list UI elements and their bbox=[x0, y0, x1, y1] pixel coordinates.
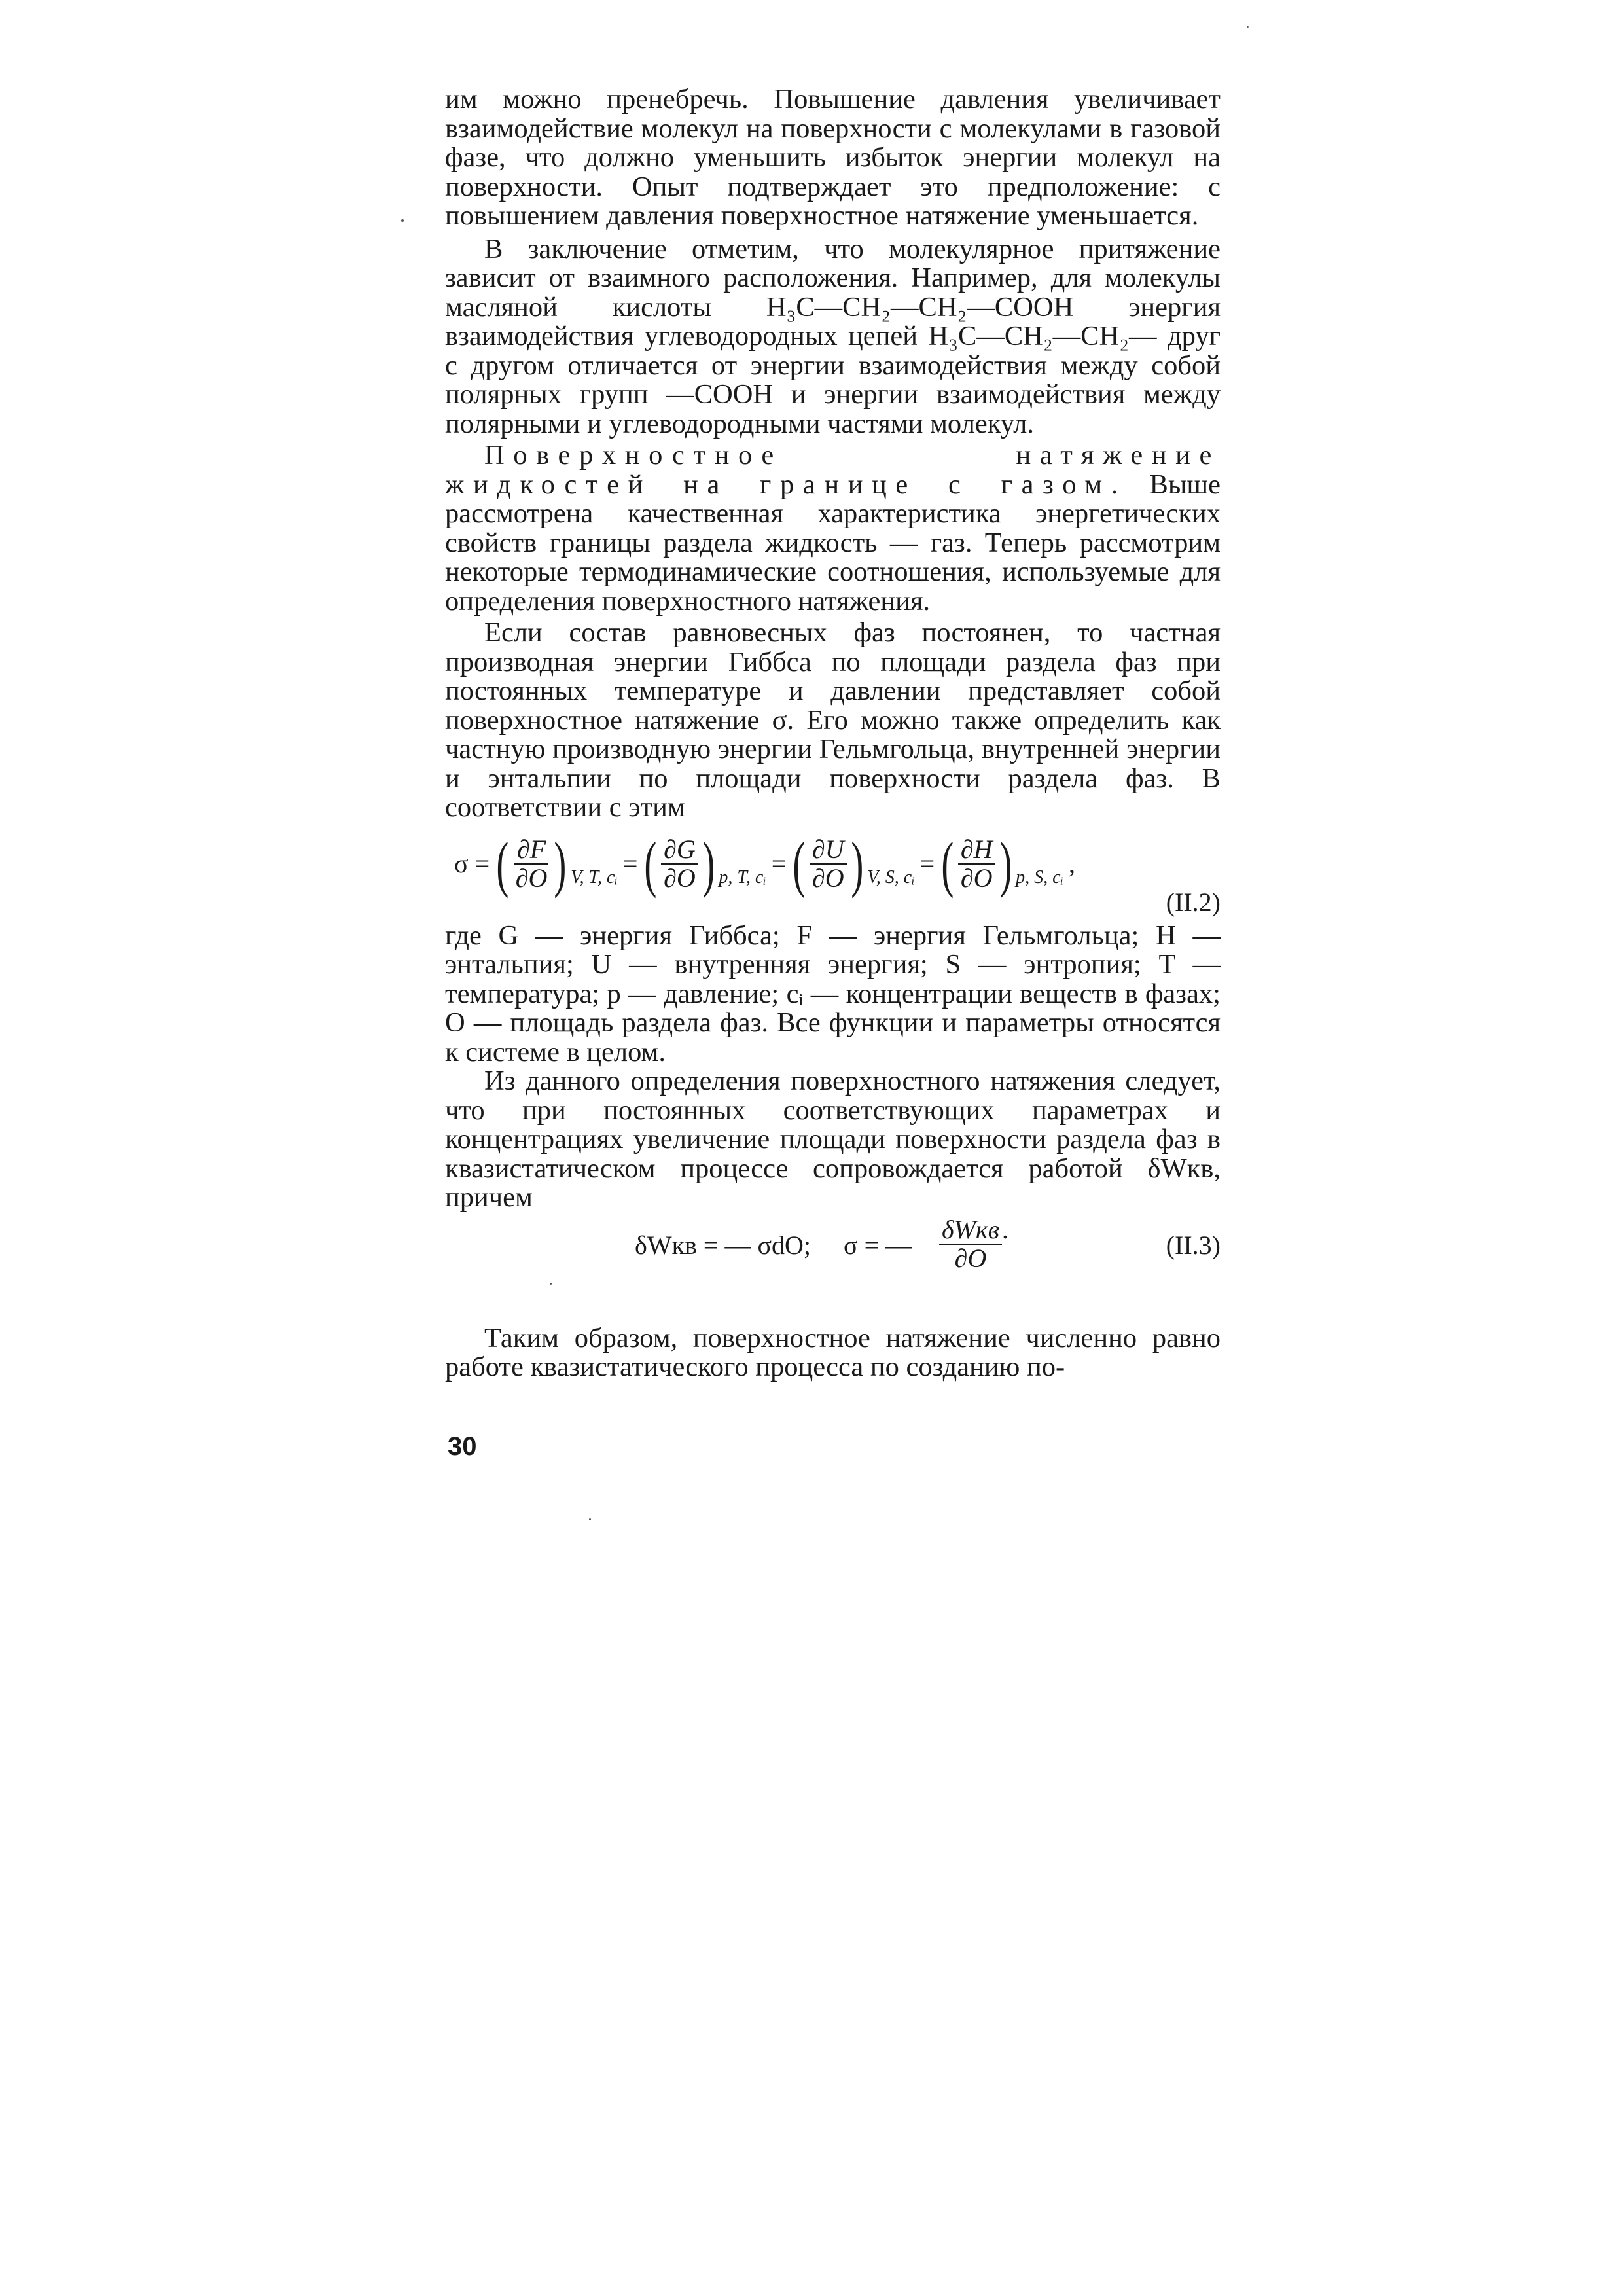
derivative-h bbox=[958, 836, 995, 892]
work-over-area-den: ∂O bbox=[954, 1243, 987, 1273]
work-over-area-num: δWкв bbox=[939, 1216, 1002, 1245]
work-equation-text: δWкв = — σdO; bbox=[635, 1230, 812, 1260]
paragraph-2-start: В заключение отметим, что молекулярное притяжение зависит от взаимного расположения. Например, для молекулы масляной кислоты bbox=[445, 233, 1221, 323]
derivative-h-den: ∂O bbox=[960, 863, 993, 893]
hydrocarbon-chain-formula: H₃C—CH₂—CH₂— bbox=[928, 321, 1157, 351]
paragraph-3-text: Выше рассмотрена качественная характеристика энергетических свойств границы раздела жидкость — газ. Теперь рассмотрим некоторые термодинамические соотношения, используемые для определения поверхностного натяжения. bbox=[445, 469, 1221, 617]
equation-ii-3 bbox=[445, 1215, 1221, 1294]
paragraph-1: им можно пренебречь. Повышение давления увеличивает взаимодействие молекул на поверхности с молекулами в газовой фазе, что должно уменьшить избыток энергии молекул на поверхности. Опыт подтверждает это предположение: с повышением давления поверхностное натяжение уменьшается. bbox=[445, 84, 1221, 231]
paragraph-4: Если состав равновесных фаз постоянен, то частная производная энергии Гиббса по площади раздела фаз при постоянных температуре и давлении представляет собой поверхностное натяжение σ. Его можно также определить как частную производную энергии Гельмгольца, внутренней энергии и энтальпии по площади поверхности раздела фаз. В соответствии с этим bbox=[445, 617, 1221, 823]
section-heading: Поверхностное натяжение жидкостей на границе с газом. bbox=[445, 440, 1221, 500]
paragraph-2 bbox=[445, 235, 1221, 439]
comma: , bbox=[1069, 848, 1075, 878]
right-paren: ) bbox=[850, 829, 863, 899]
scan-speck bbox=[550, 1283, 552, 1285]
work-equation bbox=[635, 1231, 912, 1261]
paragraph-2-end: друг с другом отличается от энергии взаимодействия между собой полярных групп —COOH и энергии взаимодействия между полярными и углеводородными частями молекул. bbox=[445, 321, 1221, 439]
derivative-u-num: ∂U bbox=[810, 836, 847, 865]
right-paren: ) bbox=[554, 829, 567, 899]
equation-lhs: σ = bbox=[454, 848, 490, 878]
left-paren: ( bbox=[793, 829, 806, 899]
derivative-u bbox=[810, 836, 847, 892]
equation-ii-2 bbox=[445, 828, 1221, 916]
left-paren: ( bbox=[496, 829, 509, 899]
left-paren: ( bbox=[644, 829, 657, 899]
derivative-g bbox=[661, 836, 698, 892]
paragraph-7: Таким образом, поверхностное натяжение численно равно работе квазистатического процесса по созданию по- bbox=[445, 1322, 1221, 1382]
paragraph-5: где G — энергия Гиббса; F — энергия Гельмгольца; H — энтальпия; U — внутренняя энергия; S — энтропия; T — температура; p — давление; cᵢ — концентрации веществ в фазах; O — площадь раздела фаз. Все функции и параметры относятся к системе в целом. bbox=[445, 920, 1221, 1067]
equation-number: (II.3) bbox=[1166, 1230, 1221, 1260]
page-body bbox=[445, 85, 1221, 1382]
equation-number: (II.2) bbox=[1166, 887, 1221, 917]
work-over-area bbox=[939, 1216, 1002, 1272]
sigma-fraction: $\frac{\text{δWкв}}{\partial O}$ . bbox=[939, 1215, 1008, 1272]
equals-sign: = bbox=[622, 848, 638, 878]
equation-ii-2-body bbox=[452, 829, 1078, 899]
derivative-f-sub: V, T, cᵢ bbox=[571, 867, 618, 888]
derivative-g-num: ∂G bbox=[661, 836, 698, 865]
derivative-g-sub: p, T, cᵢ bbox=[719, 867, 766, 888]
scan-speck bbox=[1247, 26, 1249, 28]
scan-speck bbox=[401, 219, 404, 222]
paragraph-3 bbox=[445, 441, 1221, 616]
equals-sign: = bbox=[919, 848, 935, 878]
sigma-equals: σ = — bbox=[844, 1230, 912, 1260]
derivative-h-num: ∂H bbox=[958, 836, 995, 865]
butyric-acid-formula: H₃C—CH₂—CH₂—COOH bbox=[766, 291, 1074, 323]
paragraph-6: Из данного определения поверхностного натяжения следует, что при постоянных соответствующих параметрах и концентрациях увеличение площади поверхности раздела фаз в квазистатическом процессе сопровождается работой δWкв, причем bbox=[445, 1066, 1221, 1213]
page-number: 30 bbox=[448, 1432, 477, 1461]
left-paren: ( bbox=[941, 829, 954, 899]
derivative-u-sub: V, S, cᵢ bbox=[867, 867, 915, 888]
scan-speck bbox=[589, 1518, 591, 1520]
right-paren: ) bbox=[999, 829, 1012, 899]
derivative-f-den: ∂O bbox=[515, 863, 548, 893]
right-paren: ) bbox=[702, 829, 715, 899]
derivative-u-den: ∂O bbox=[812, 863, 844, 893]
derivative-f bbox=[513, 836, 550, 892]
equals-sign: = bbox=[771, 848, 787, 878]
paragraph-2-middle: энергия взаимодействия углеводородных цепей bbox=[445, 291, 1221, 351]
derivative-h-sub: p, S, cᵢ bbox=[1016, 867, 1063, 888]
derivative-g-den: ∂O bbox=[664, 863, 696, 893]
derivative-f-num: ∂F bbox=[514, 836, 548, 865]
